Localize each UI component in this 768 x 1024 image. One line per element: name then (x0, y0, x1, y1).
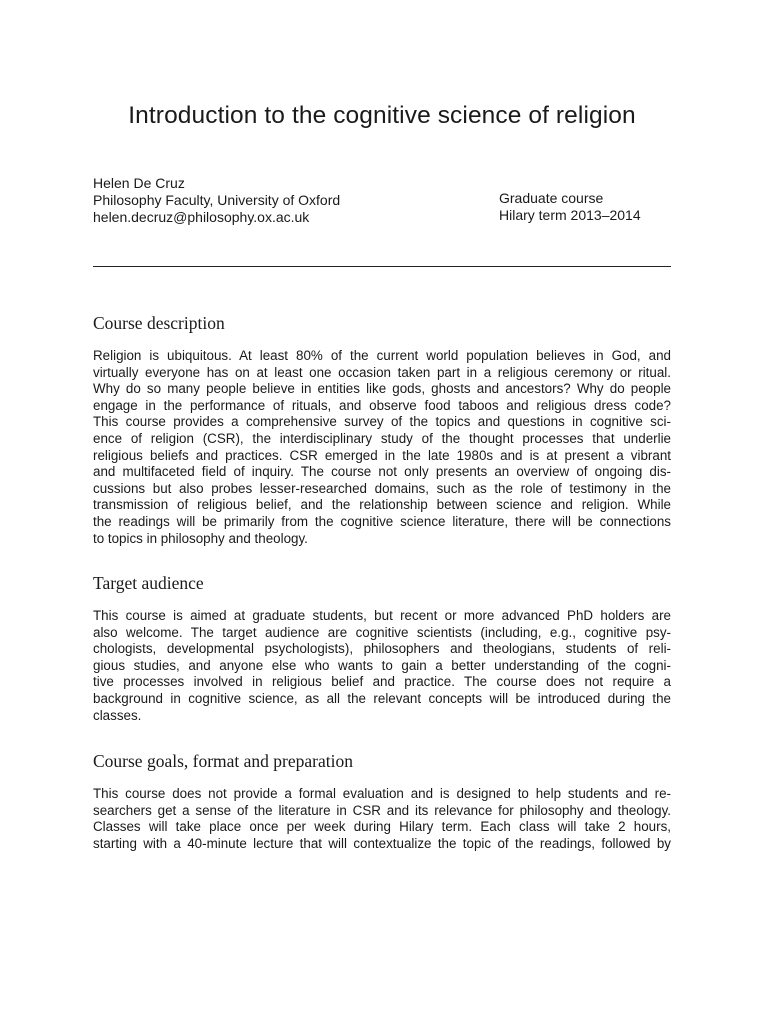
text-line: the readings will be primarily from the cognitive science literature, there will be connections (93, 513, 671, 529)
text-line: starting with a 40-minute lecture that will contextualize the topic of the readings, followed by (93, 835, 671, 851)
author-email: helen.decruz@philosophy.ox.ac.uk (93, 209, 310, 225)
text-line: Why do so many people believe in entities like gods, ghosts and ancestors? Why do people (93, 381, 671, 397)
text-line: This course provides a comprehensive survey of the topics and questions in cognitive sci- (93, 414, 671, 430)
text-line: Religion is ubiquitous. At least 80% of the current world population believes in God, and (93, 348, 671, 363)
section-heading-course-goals: Course goals, format and preparation (93, 751, 353, 771)
course-info-block (499, 190, 641, 224)
author-name: Helen De Cruz (93, 175, 185, 191)
text-line: searchers get a sense of the literature in CSR and its relevance for philosophy and theology. (93, 802, 671, 818)
section-heading-target-audience: Target audience (93, 573, 204, 593)
text-line: cussions but also probes lesser-researched domains, such as the role of testimony in the (93, 480, 671, 496)
section-body-course-goals (93, 786, 671, 852)
text-line: background in cognitive science, as all the relevant concepts will be introduced during the (93, 690, 671, 706)
course-level: Graduate course (499, 190, 604, 206)
text-line: gious studies, and anyone else who wants to gain a better understanding of the cogni- (93, 657, 671, 673)
text-line: transmission of religious belief, and the relationship between science and religion. While (93, 497, 671, 513)
text-line: engage in the performance of rituals, and observe food taboos and religious dress code? (93, 397, 671, 413)
header-divider (93, 266, 671, 267)
author-affiliation: Philosophy Faculty, University of Oxford (93, 192, 341, 208)
text-line: This course does not provide a formal evaluation and is designed to help students and re- (93, 786, 671, 801)
text-line: Classes will take place once per week during Hilary term. Each class will take 2 hours, (93, 819, 671, 835)
course-term: Hilary term 2013–2014 (499, 207, 641, 223)
text-line: chologists, developmental psychologists), philosophers and theologians, students of reli- (93, 641, 671, 657)
text-line: and multifaceted field of inquiry. The course not only presents an overview of ongoing dis- (93, 464, 671, 480)
text-line: This course is aimed at graduate students, but recent or more advanced PhD holders are (93, 608, 671, 623)
text-line: religious beliefs and practices. CSR emerged in the late 1980s and is at present a vibrant (93, 447, 671, 463)
document-title: Introduction to the cognitive science of religion (128, 102, 636, 129)
section-body-target-audience (93, 608, 671, 724)
text-line: virtually everyone has on at least one occasion taken part in a religious ceremony or ritual. (93, 364, 671, 380)
text-line: to topics in philosophy and theology. (93, 530, 308, 546)
section-body-course-description (93, 348, 671, 547)
text-line: classes. (93, 707, 142, 723)
text-line: also welcome. The target audience are cognitive scientists (including, e.g., cognitive psy- (93, 624, 671, 640)
section-heading-course-description: Course description (93, 313, 225, 333)
text-line: ence of religion (CSR), the interdisciplinary study of the thought processes that underlie (93, 430, 671, 446)
author-block (93, 175, 340, 226)
text-line: tive processes involved in religious belief and practice. The course does not require a (93, 674, 671, 690)
